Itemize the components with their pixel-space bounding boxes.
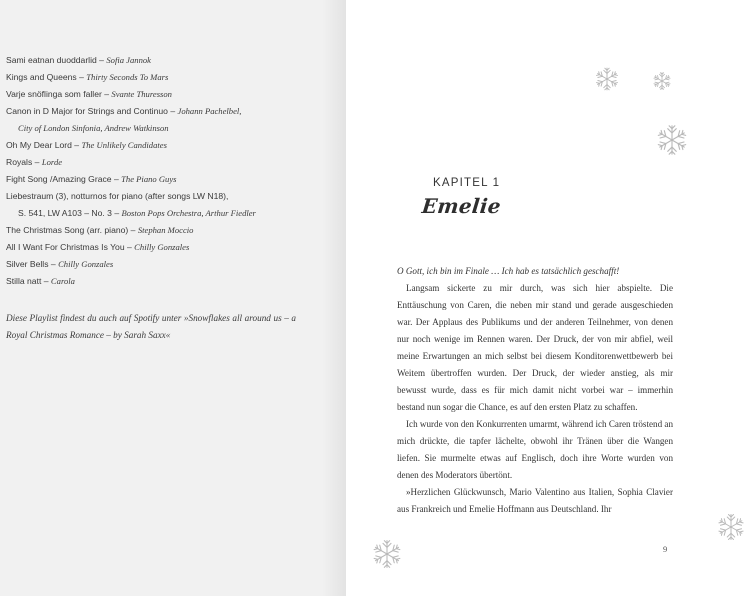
track-artist: The Piano Guys [121, 174, 177, 184]
chapter-label: KAPITEL 1 [433, 177, 501, 189]
track-title: Silver Bells [6, 259, 49, 269]
playlist-item [6, 69, 336, 86]
spotify-note: Diese Playlist findest du auch auf Spotify unter »Snowflakes all around us – a Royal Christmas Romance – by Sarah Saxx« [6, 313, 296, 340]
track-title: Stilla natt [6, 276, 42, 286]
track-separator: – [96, 55, 107, 65]
track-artist: Thirty Seconds To Mars [86, 72, 169, 82]
playlist-item [6, 239, 336, 256]
playlist-item [6, 137, 336, 154]
track-separator: – [48, 259, 59, 269]
track-separator: – [71, 140, 82, 150]
page-number: 9 [663, 544, 668, 554]
track-title: The Christmas Song (arr. piano) [6, 225, 129, 235]
track-separator: – [167, 106, 178, 116]
playlist-item [6, 188, 336, 222]
paragraph: Ich wurde von den Konkurrenten umarmt, während ich Caren tröstend an mich drückte, die tapfer lächelte, obwohl ihr Tränen über die Wangen liefen. Sie murmelte etwas auf Englisch, doch ihre Worte wurden von denen des Moderators übertönt. [397, 419, 673, 480]
track-artist: Svante Thuresson [111, 89, 172, 99]
playlist-item [6, 256, 336, 273]
playlist-item [6, 52, 336, 69]
track-title: Kings and Queens [6, 72, 77, 82]
track-separator: – [76, 72, 87, 82]
track-title: Sami eatnan duoddarlid [6, 55, 97, 65]
track-title: Oh My Dear Lord [6, 140, 72, 150]
track-title-continuation-text: S. 541, LW A103 – No. 3 [18, 208, 112, 218]
playlist-item [6, 222, 336, 239]
left-page [0, 0, 346, 596]
track-artist: The Unlikely Candidates [81, 140, 167, 150]
track-artist: Lorde [41, 157, 63, 167]
track-artist: Chilly Gonzales [58, 259, 114, 269]
track-title: Royals [6, 157, 33, 167]
playlist-item [6, 103, 336, 137]
paragraph: O Gott, ich bin im Finale … Ich hab es tatsächlich geschafft! [397, 266, 620, 276]
track-title: Canon in D Major for Strings and Continuo [6, 106, 168, 116]
track-title: Varje snöflinga som faller [6, 89, 102, 99]
track-artist: Stephan Moccio [137, 225, 194, 235]
paragraph: Langsam sickerte zu mir durch, was sich hier abspielte. Die Enttäuschung von Caren, die neben mir stand und gerade ausgeschieden war. Der Applaus des Publikums und der anderen Teilnehmer, von denen nur noch wenige im Rennen waren. Der Druck, der von mir abfiel, weil meine Erwartungen an mich selbst bei diesem Konditorenwettbewerb bei Weitem übertroffen wurden. Der Druck, der wieder anstieg, als mir bewusst wurde, dass es für mich damit nicht vorbei war – immerhin bestand nun sogar die Chance, es auf den ersten Platz zu schaffen. [397, 283, 673, 412]
track-title: Liebestraum (3), notturnos for piano (after songs LW N18), [6, 191, 229, 201]
track-artist: Sofia Jannok [106, 55, 151, 65]
track-separator: – [111, 208, 122, 218]
snowflake-icon [716, 509, 746, 545]
paragraph: »Herzlichen Glückwunsch, Mario Valentino aus Italien, Sophia Clavier aus Frankreich und Emelie Hoffmann aus Deutschland. Ihr [397, 487, 673, 514]
track-artist: Carola [50, 276, 75, 286]
playlist [6, 52, 336, 290]
track-artist-continuation: City of London Sinfonia, Andrew Watkinson [18, 123, 169, 133]
snowflake-icon [594, 66, 620, 92]
track-separator: – [128, 225, 138, 235]
chapter-title: Emelie [420, 194, 503, 218]
playlist-item [6, 171, 336, 188]
track-separator: – [41, 276, 51, 286]
track-artist: Johann Pachelbel, [177, 106, 242, 116]
snowflake-icon [371, 538, 403, 570]
track-title: All I Want For Christmas Is You [6, 242, 125, 252]
track-artist: Chilly Gonzales [134, 242, 190, 252]
track-separator: – [111, 174, 122, 184]
track-title: Fight Song /Amazing Grace [6, 174, 112, 184]
gutter-shadow [322, 0, 346, 596]
playlist-item [6, 86, 336, 103]
chapter-body [397, 263, 673, 518]
track-artist: Boston Pops Orchestra, Arthur Fiedler [121, 208, 256, 218]
playlist-item [6, 273, 336, 290]
snowflake-icon [652, 71, 672, 91]
snowflake-icon [655, 123, 689, 157]
track-separator: – [101, 89, 112, 99]
track-title-continuation [6, 205, 336, 222]
track-separator: – [124, 242, 135, 252]
track-separator: – [32, 157, 42, 167]
playlist-item [6, 154, 336, 171]
